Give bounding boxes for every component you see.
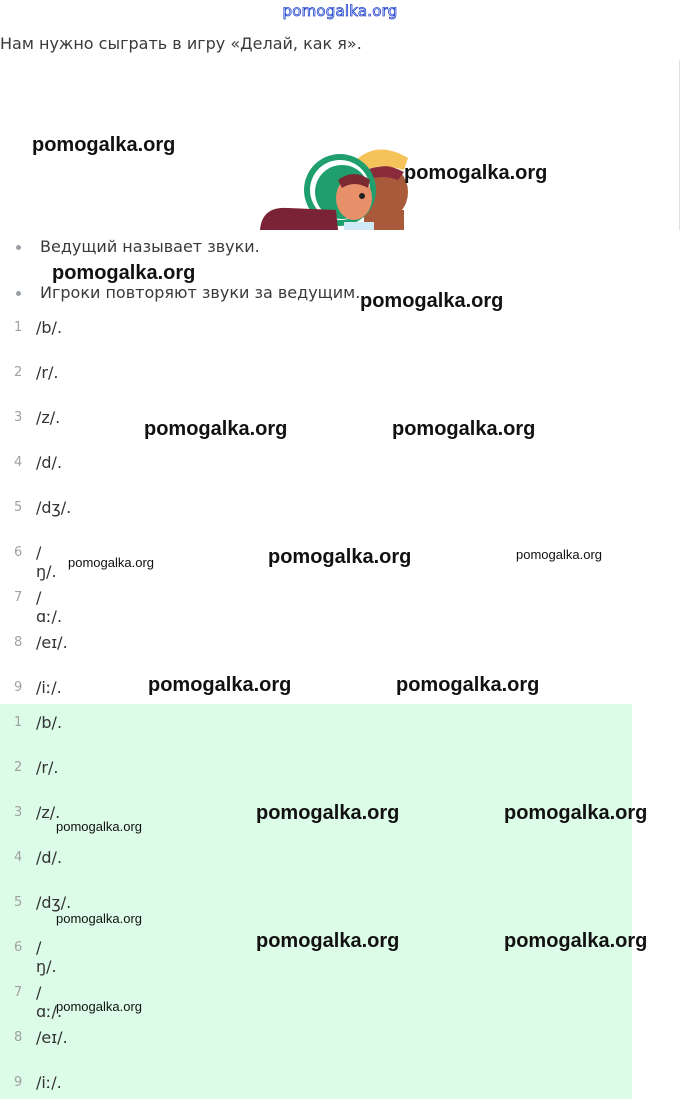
bullet-icon xyxy=(16,245,21,250)
watermark: pomogalka.org xyxy=(396,674,540,696)
list-item: Игроки повторяют звуки за ведущим. xyxy=(0,282,360,328)
answer-panel xyxy=(0,704,632,1099)
bullet-icon xyxy=(16,291,21,296)
watermark: pomogalka.org xyxy=(268,546,412,568)
watermark: pomogalka.org xyxy=(56,819,142,834)
watermark: pomogalka.org xyxy=(52,262,196,284)
watermark: pomogalka.org xyxy=(392,418,536,440)
watermark: pomogalka.org xyxy=(68,555,154,570)
task-intro: Нам нужно сыграть в игру «Делай, как я». xyxy=(0,34,362,53)
watermark: pomogalka.org xyxy=(256,930,400,952)
watermark: pomogalka.org xyxy=(56,911,142,926)
watermark: pomogalka.org xyxy=(504,802,648,824)
watermark: pomogalka.org xyxy=(256,802,400,824)
watermark: pomogalka.org xyxy=(148,674,292,696)
watermark: pomogalka.org xyxy=(32,134,176,156)
site-logo: pomogalka.org xyxy=(282,2,398,20)
watermark: pomogalka.org xyxy=(144,418,288,440)
watermark: pomogalka.org xyxy=(504,930,648,952)
watermark: pomogalka.org xyxy=(404,162,548,184)
list-item: Ведущий называет звуки. xyxy=(0,236,360,282)
watermark: pomogalka.org xyxy=(56,999,142,1014)
watermark: pomogalka.org xyxy=(516,547,602,562)
watermark: pomogalka.org xyxy=(360,290,504,312)
children-illustration xyxy=(258,140,418,230)
